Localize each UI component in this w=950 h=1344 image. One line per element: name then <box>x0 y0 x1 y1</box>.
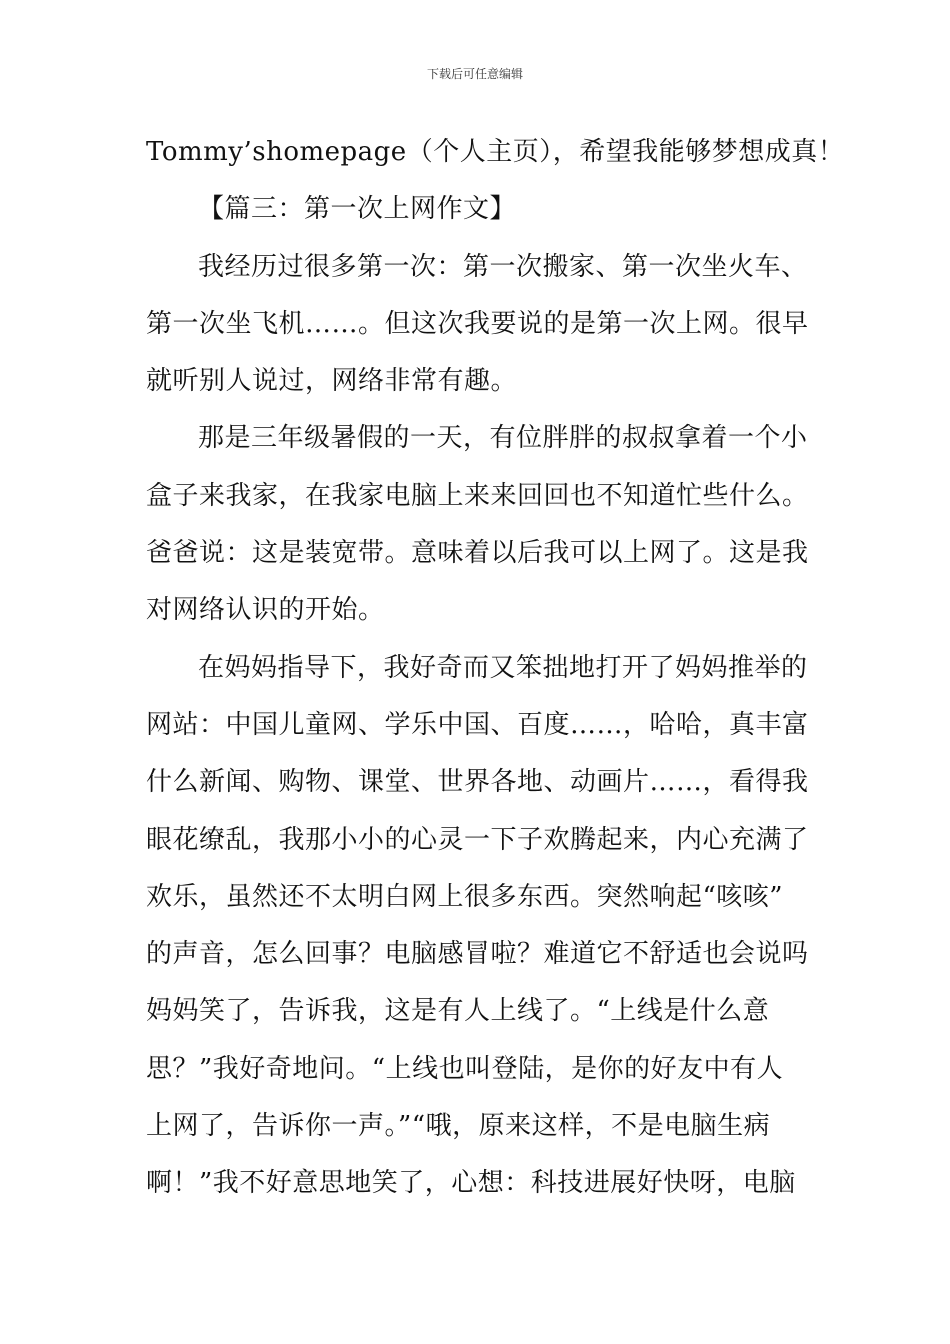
essay-body <box>146 130 845 1219</box>
text-line: 什么新闻、购物、课堂、世界各地、动画片……，看得我 <box>146 767 809 798</box>
text-line: 妈妈笑了，告诉我，这是有人上线了。“上线是什么意 <box>146 996 770 1027</box>
text-line: 我经历过很多第一次：第一次搬家、第一次坐火车、 <box>198 251 808 282</box>
text-line: Tommy’shomepage（个人主页），希望我能够梦想成真！ <box>146 137 845 167</box>
text-line: 盒子来我家，在我家电脑上来来回回也不知道忙些什么。 <box>146 480 809 511</box>
text-line: 啊！”我不好意思地笑了，心想：科技进展好快呀，电脑 <box>146 1168 796 1199</box>
text-line: 那是三年级暑假的一天，有位胖胖的叔叔拿着一个小 <box>198 423 808 454</box>
text-line: 欢乐，虽然还不太明白网上很多东西。突然响起“咳咳” <box>146 881 784 912</box>
text-line: 第一次坐飞机……。但这次我要说的是第一次上网。很早 <box>146 308 809 339</box>
text-line: 思？”我好奇地问。“上线也叫登陆，是你的好友中有人 <box>146 1053 784 1084</box>
text-line: 爸爸说：这是装宽带。意味着以后我可以上网了。这是我 <box>146 538 809 569</box>
text-line: 对网络认识的开始。 <box>146 595 385 626</box>
text-line: 在妈妈指导下，我好奇而又笨拙地打开了妈妈推举的 <box>198 652 808 683</box>
page-header: 下载后可任意编辑 <box>426 67 523 81</box>
text-line: 眼花缭乱，我那小小的心灵一下子欢腾起来，内心充满了 <box>146 824 809 855</box>
text-line: 网站：中国儿童网、学乐中国、百度……，哈哈，真丰富 <box>146 709 809 740</box>
section-heading: 【篇三：第一次上网作文】 <box>198 194 517 225</box>
text-line: 上网了，告诉你一声。”“哦，原来这样，不是电脑生病 <box>146 1111 771 1142</box>
text-line: 就听别人说过，网络非常有趣。 <box>146 366 518 397</box>
text-line: 的声音，怎么回事？电脑感冒啦？难道它不舒适也会说吗 <box>146 939 809 970</box>
